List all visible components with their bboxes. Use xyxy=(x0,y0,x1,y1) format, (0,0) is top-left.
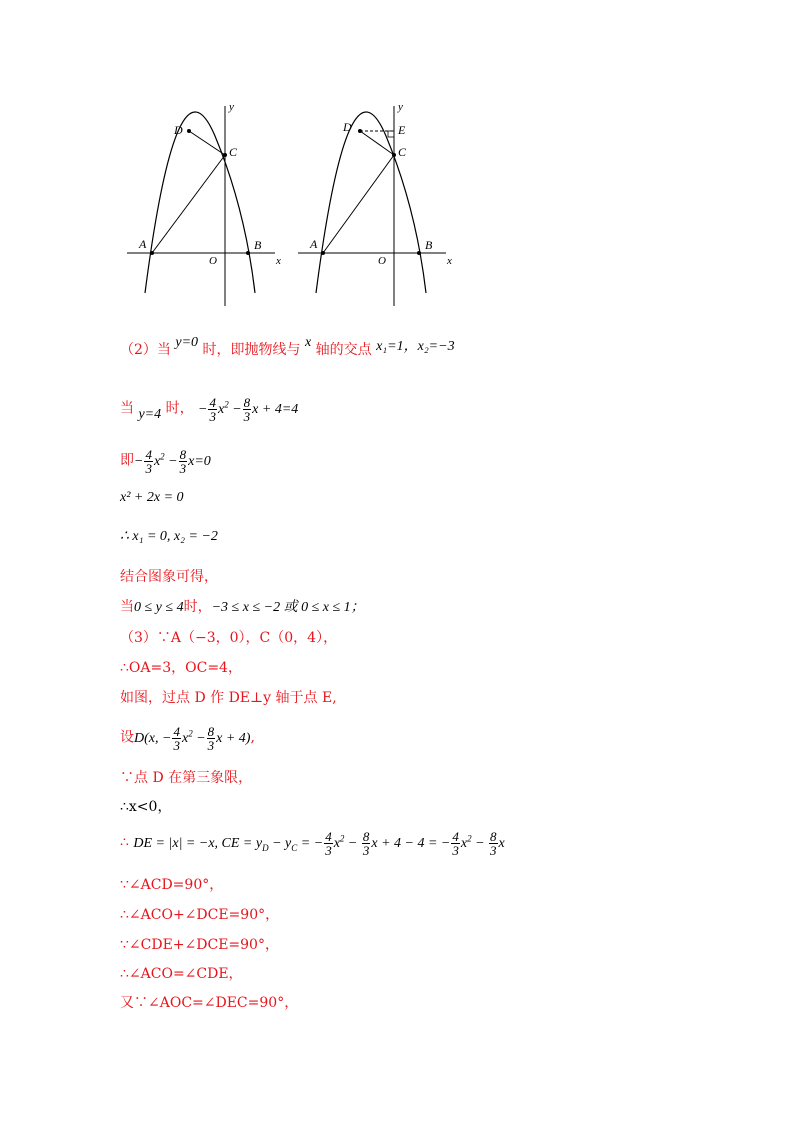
label-d: D xyxy=(174,123,183,137)
line-simplified: 即− $\frac{4}{3}$ $x^2$ − $\frac{8}{3}$ x=0 xyxy=(120,446,211,476)
line-angle-equal: ∴∠ACO=∠CDE， xyxy=(120,966,243,982)
point-c xyxy=(223,153,227,157)
label-a: A xyxy=(310,237,318,251)
line-angle-sum-2: ∵∠CDE+∠DCE=90°， xyxy=(120,937,279,953)
line-x-negative: ∴x<0， xyxy=(120,799,172,815)
line-angle-sum-1: ∴∠ACO+∠DCE=90°， xyxy=(120,907,280,923)
line-right-angles: 又∵∠AOC=∠DEC=90°， xyxy=(120,995,299,1011)
line-roots: ∴ x₁ = 0, x₂ = −2 xyxy=(120,529,218,544)
line-range: 当0 ≤ y ≤ 4时，−3 ≤ x ≤ −2 或 0 ≤ x ≤ 1； xyxy=(120,599,365,615)
point-d xyxy=(358,129,362,133)
point-a xyxy=(321,251,325,255)
segment-ac xyxy=(152,155,225,253)
label-c: C xyxy=(229,145,238,159)
line-construction: 如图，过点 D 作 DE⊥y 轴于点 E, xyxy=(120,690,337,706)
label-x: x xyxy=(276,255,281,267)
line-conclusion-intro: 结合图象可得， xyxy=(120,569,218,585)
point-d-coordinates: D(x, − $\frac{4}{3}$ $x^2$ − $\frac{8}{3}$ x + 4) xyxy=(134,723,251,753)
parabola-figure-left xyxy=(125,98,290,310)
label-a: A xyxy=(139,237,147,251)
line-angle-acd: ∵∠ACD=90°， xyxy=(120,877,224,893)
point-c xyxy=(392,153,396,157)
line-de-ce: ∴ DE = |x| = −x, CE = $y_D - y_C$ = − $\frac{4}{3}$ $x^2$ − $\frac{8}{3}$ x + 4 − 4 = − $\frac{4}{3}$ $x^2$ − $\frac{8}{3}$ x xyxy=(120,828,505,858)
label-o: O xyxy=(378,255,386,267)
label-e: E xyxy=(398,123,406,137)
label-y: y xyxy=(229,101,234,113)
point-a xyxy=(150,251,154,255)
label-b: B xyxy=(425,238,433,252)
equation-y4: − $\frac{4}{3}$ $x^2$ − $\frac{8}{3}$ x + 4=4 xyxy=(198,394,299,424)
label-c: C xyxy=(398,145,407,159)
line-quadratic: x² + 2x = 0 xyxy=(120,490,184,505)
equation-de-ce: DE = |x| = −x, CE = $y_D - y_C$ = − $\frac{4}{3}$ $x^2$ − $\frac{8}{3}$ x + 4 − 4 = − $\frac{4}{3}$ $x^2$ − $\frac{8}{3}$ x xyxy=(133,828,505,858)
point-d xyxy=(187,129,191,133)
label-d: D xyxy=(343,120,352,134)
segment-ac xyxy=(323,155,394,253)
parabola-figure-right xyxy=(296,98,461,310)
line-quadrant: ∵点 D 在第三象限， xyxy=(120,770,253,786)
line-oa-oc: ∴OA=3，OC=4， xyxy=(120,660,242,676)
point-b xyxy=(417,251,421,255)
line-part3: （3）∵A（−3，0），C（0，4）， xyxy=(120,630,338,646)
right-angle-mark xyxy=(388,131,394,137)
label-b: B xyxy=(254,238,262,252)
equation-simplified: − $\frac{4}{3}$ $x^2$ − $\frac{8}{3}$ x=0 xyxy=(134,446,211,476)
line-intercepts: （2）当 y=0 时，即抛物线与 x 轴的交点 x₁=1，x₂=−3 xyxy=(120,335,455,358)
parabola-curve xyxy=(145,112,255,293)
line-y-equals-4: 当 y=4 时， − $\frac{4}{3}$ $x^2$ − $\frac{8}{3}$ x + 4=4 xyxy=(120,394,299,424)
label-x: x xyxy=(447,255,452,267)
segment-dc xyxy=(189,131,225,155)
line-point-d: 设D(x, − $\frac{4}{3}$ $x^2$ − $\frac{8}{3}$ x + 4), xyxy=(120,723,255,753)
label-o: O xyxy=(209,255,217,267)
label-y: y xyxy=(398,101,403,113)
point-b xyxy=(246,251,250,255)
